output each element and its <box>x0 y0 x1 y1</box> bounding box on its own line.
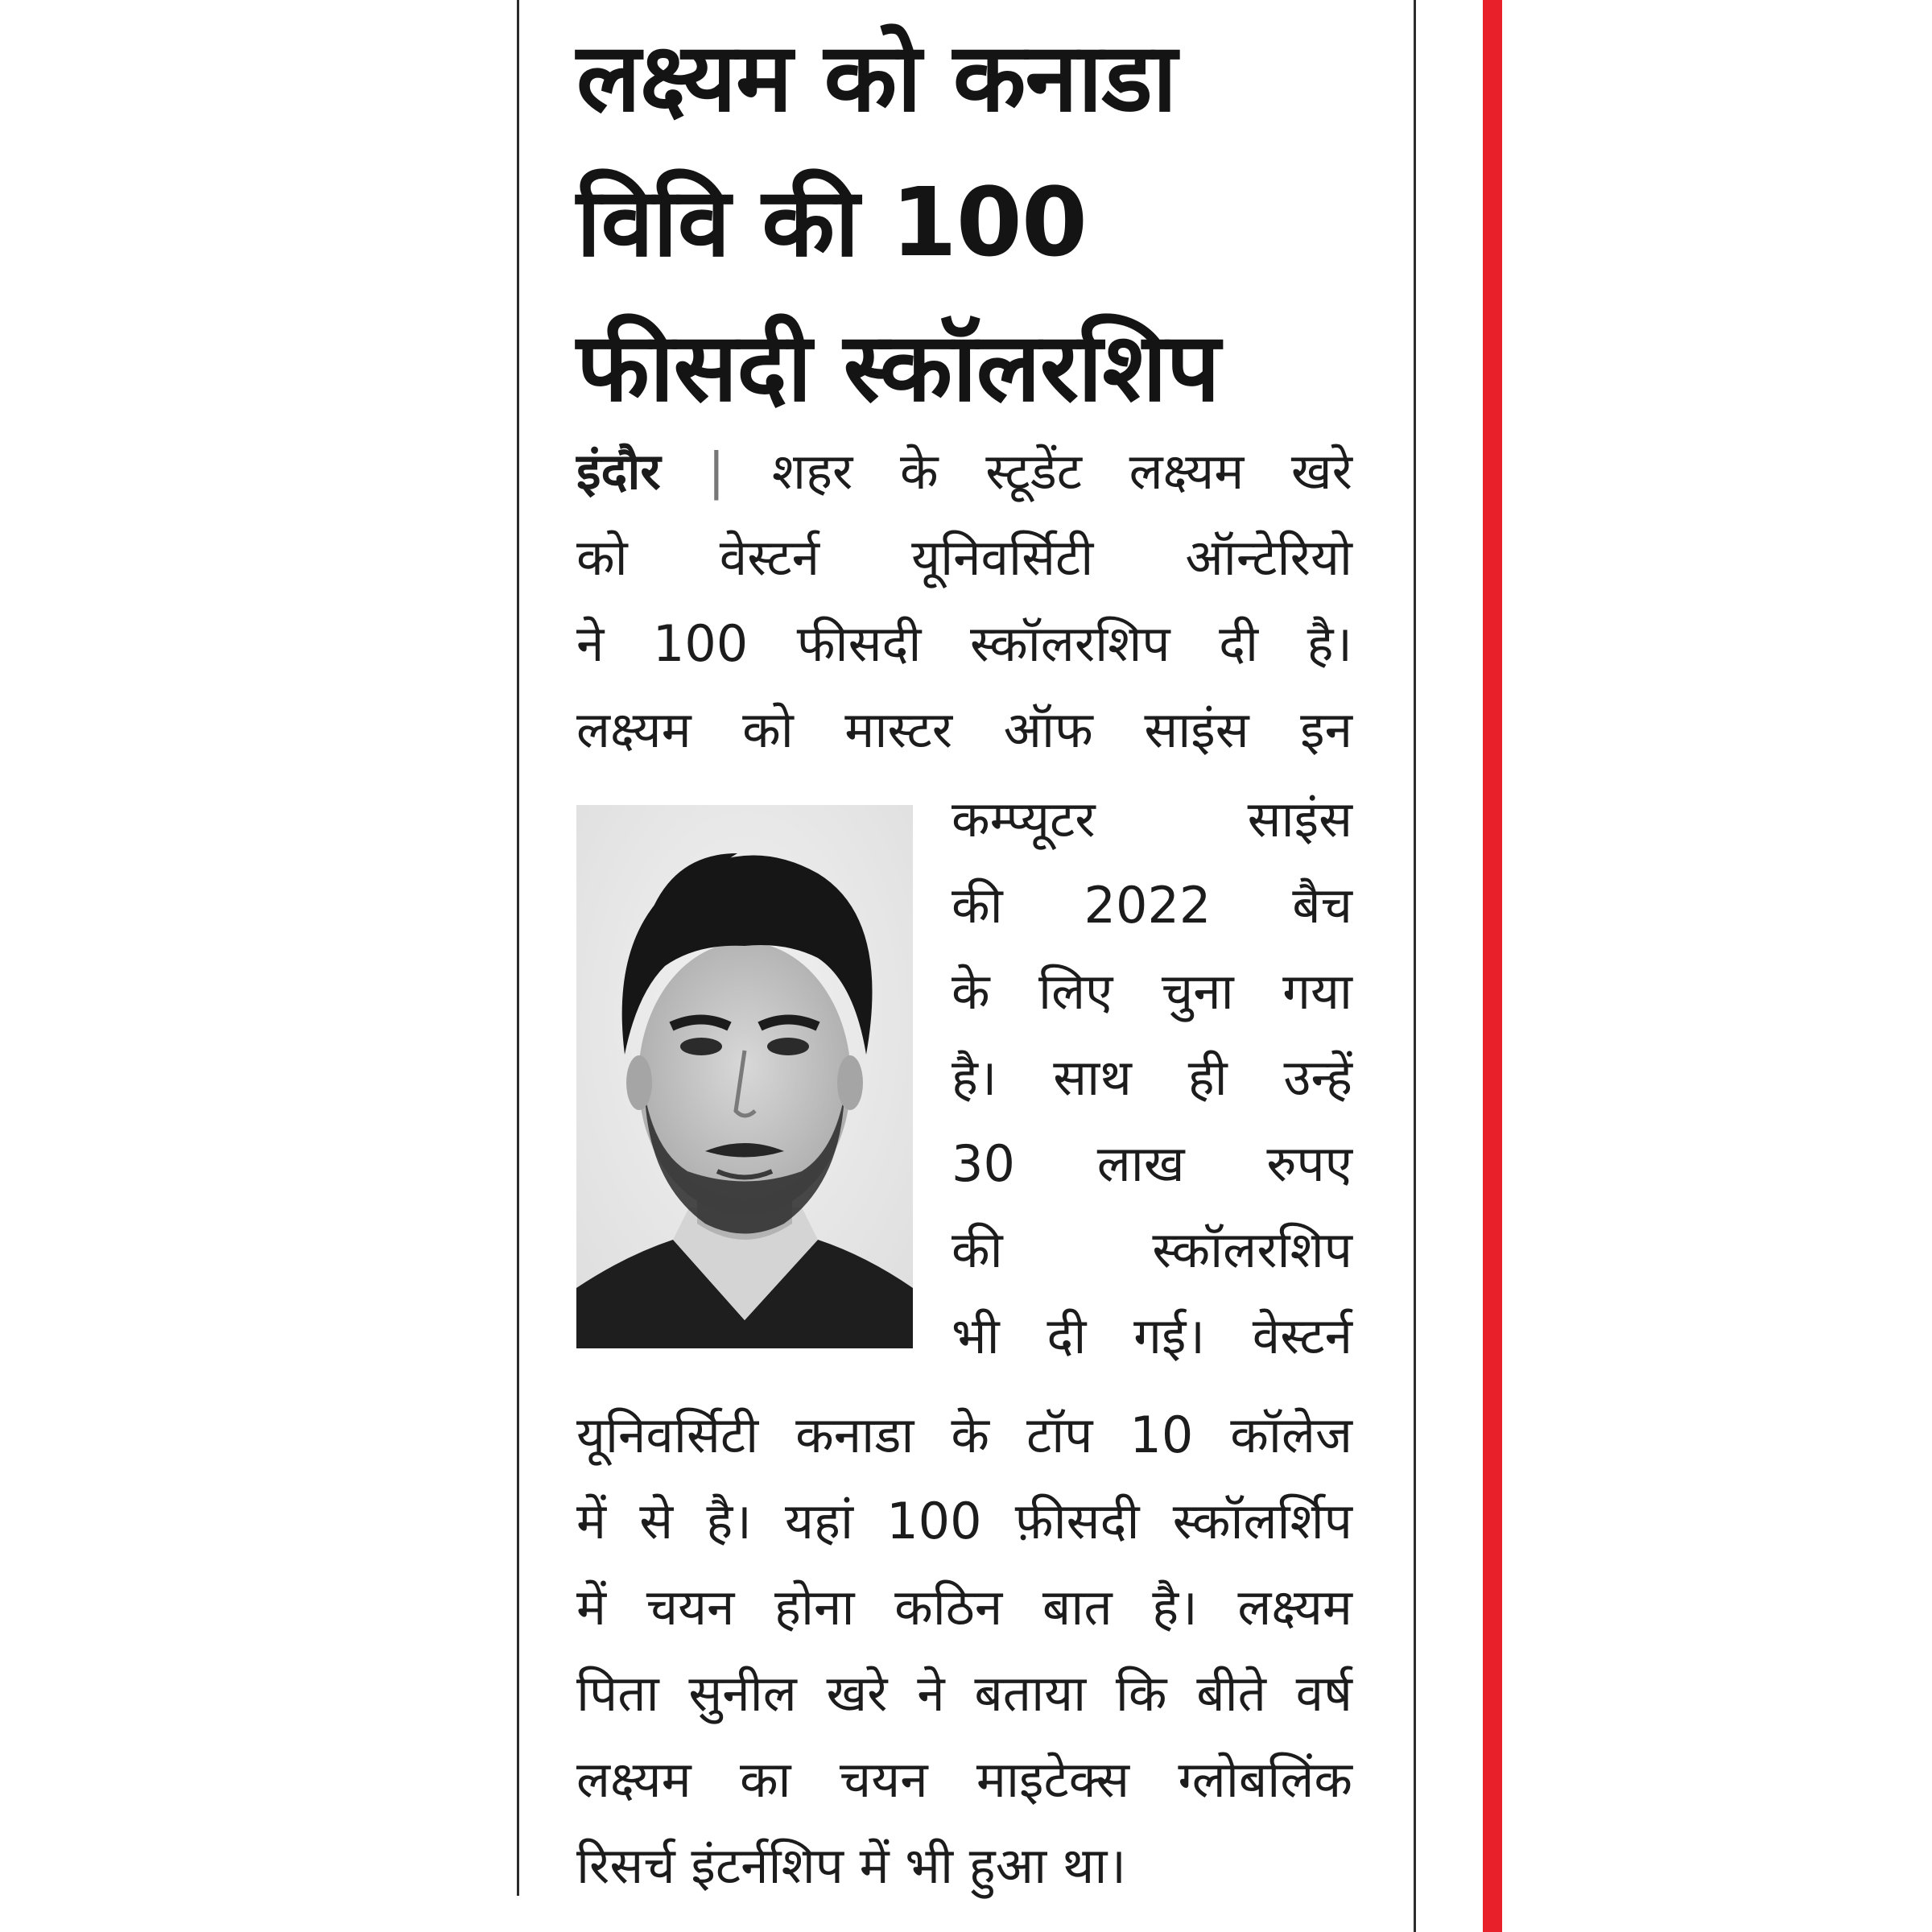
body-line: कम्प्यूटर साइंस <box>952 790 1352 848</box>
body-line: पिता सुनील खरे ने बताया कि बीते वर्ष <box>576 1664 1352 1723</box>
body-line: भी दी गई। वेस्टर्न <box>952 1307 1352 1365</box>
body-line: की स्कॉलरशिप <box>952 1220 1352 1279</box>
news-article <box>576 0 1352 1932</box>
article-continuation <box>576 1392 1352 1909</box>
body-line: है। साथ ही उन्हें <box>952 1048 1352 1107</box>
body-line: को वेस्टर्न यूनिवर्सिटी ऑन्टेरियो <box>576 528 1352 587</box>
body-line <box>576 428 1352 514</box>
body-line: रिसर्च इंटर्नशिप में भी हुआ था। <box>576 1836 1126 1895</box>
headline-line: लक्ष्यम को कनाडा <box>576 22 1177 133</box>
body-line: में चयन होना कठिन बात है। लक्ष्यम <box>576 1578 1352 1637</box>
body-line: की 2022 बैच <box>952 876 1352 935</box>
body-line: ने 100 फीसदी स्कॉलरशिप दी है। <box>576 614 1352 673</box>
headline <box>576 5 1352 440</box>
headline-line: विवि की 100 <box>576 167 1088 278</box>
red-margin-bar <box>1483 0 1502 1932</box>
body-line: यूनिवर्सिटी कनाडा के टॉप 10 कॉलेज <box>576 1406 1352 1464</box>
body-line: 30 लाख रुपए <box>952 1134 1352 1193</box>
portrait-illustration <box>576 805 913 1348</box>
body-line-text: शहर के स्टूडेंट लक्ष्यम खरे <box>771 442 1352 501</box>
headline-line: फीसदी स्कॉलरशिप <box>576 312 1220 423</box>
student-portrait-photo <box>576 805 913 1348</box>
column-rule-left <box>517 0 519 1896</box>
body-line: में से है। यहां 100 फ़ीसदी स्कॉलर्शिप <box>576 1492 1352 1550</box>
dateline: इंदौर <box>576 442 661 501</box>
body-line: के लिए चुना गया <box>952 962 1352 1021</box>
article-intro <box>576 428 1352 773</box>
body-line: लक्ष्यम का चयन माइटेक्स ग्लोबलिंक <box>576 1750 1352 1809</box>
dateline-separator: | <box>708 442 725 501</box>
column-rule-right <box>1414 0 1416 1932</box>
article-side-column <box>952 776 1352 1379</box>
body-line: लक्ष्यम को मास्टर ऑफ साइंस इन <box>576 700 1352 759</box>
